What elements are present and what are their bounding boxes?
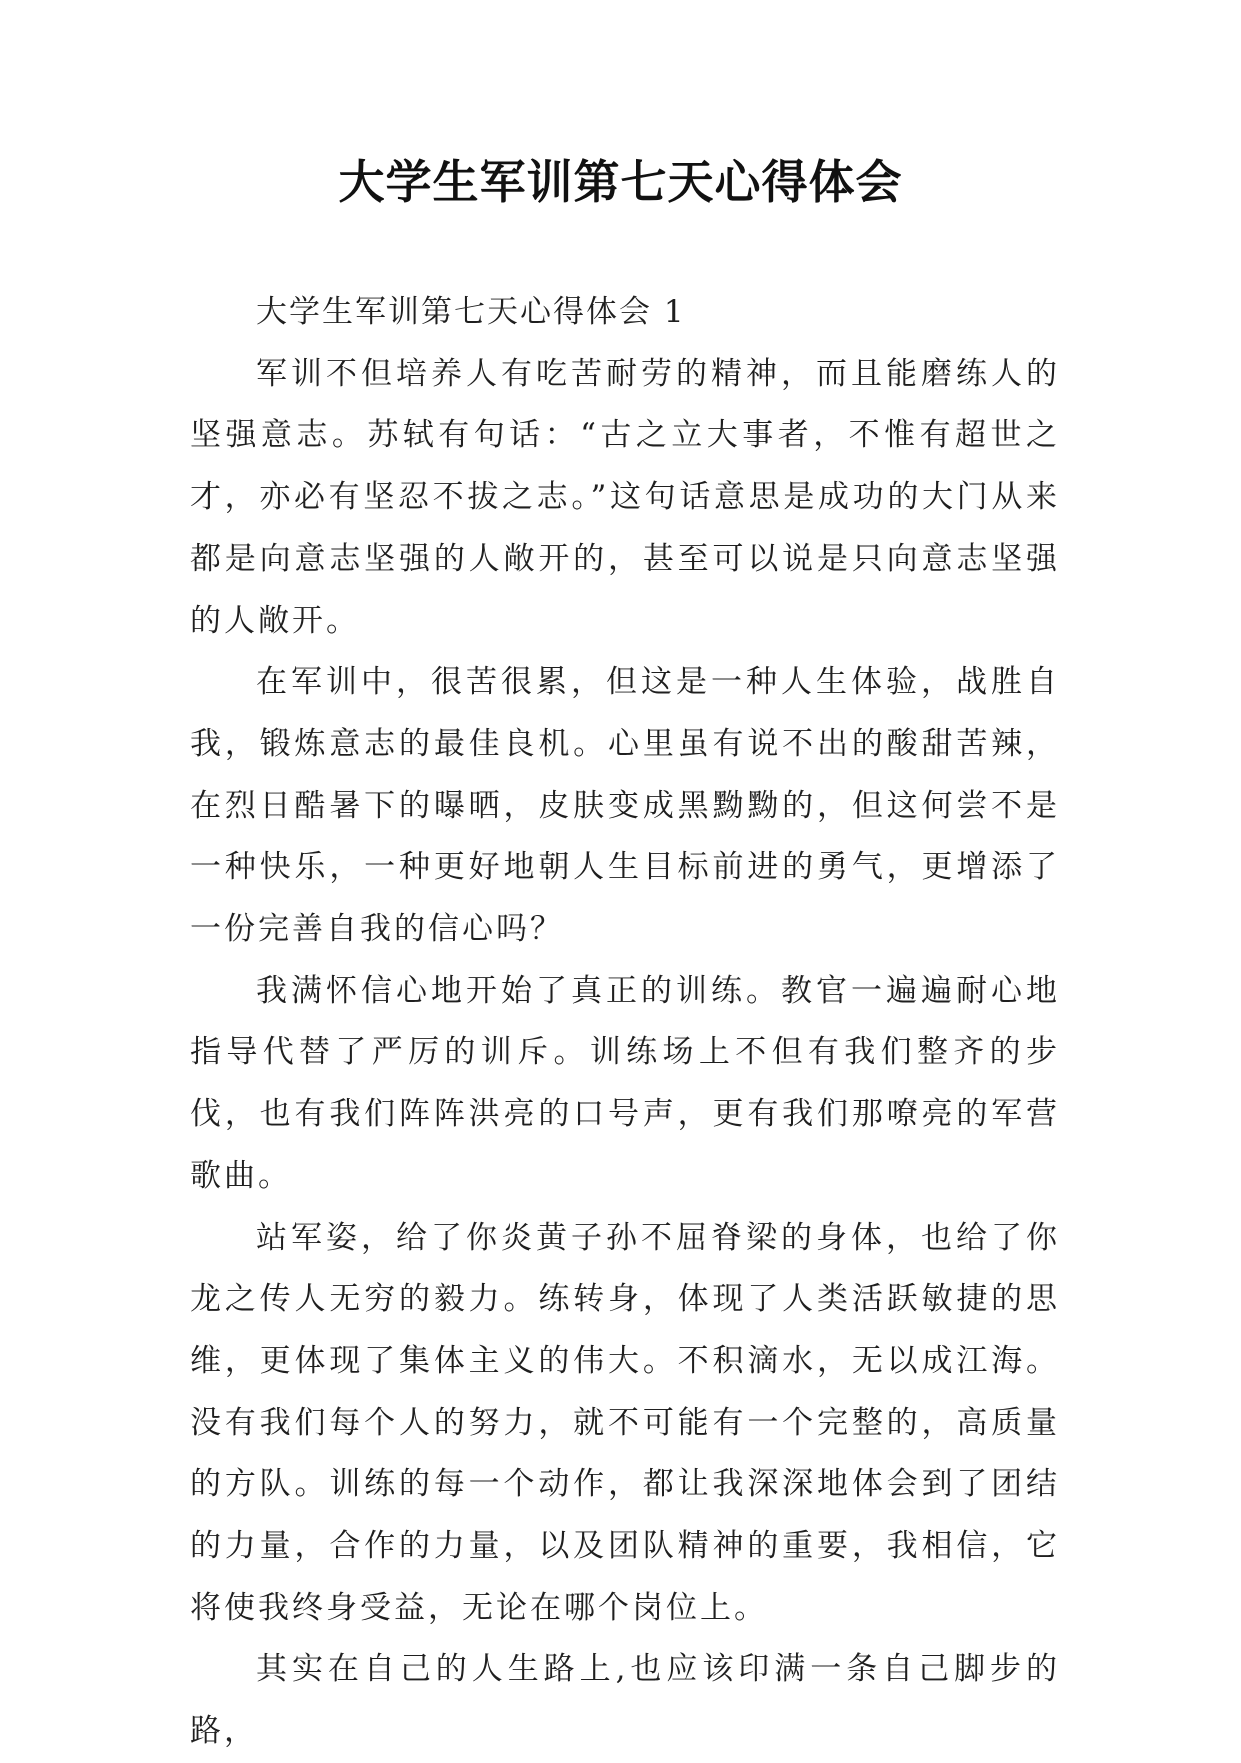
document-body	[190, 282, 1060, 1763]
document-title: 大学生军训第七天心得体会	[338, 155, 903, 209]
paragraph-5: 其实在自己的人生路上,也应该印满一条自己脚步的路，	[190, 1651, 1060, 1750]
paragraph-1: 军训不但培养人有吃苦耐劳的精神，而且能磨练人的坚强意志。苏轼有句话：“古之立大事者，不惟有超世之才，亦必有坚忍不拔之志。”这句话意思是成功的大门从来都是向意志坚强的人敞开的，甚至可以说是只向意志坚强的人敞开。	[190, 355, 1060, 639]
paragraph-2: 在军训中，很苦很累，但这是一种人生体验，战胜自我，锻炼意志的最佳良机。心里虽有说不出的酸甜苦辣，在烈日酷暑下的曝晒，皮肤变成黑黝黝的，但这何尝不是一种快乐，一种更好地朝人生目标前进的勇气，更增添了一份完善自我的信心吗？	[190, 664, 1060, 948]
paragraph-4: 站军姿，给了你炎黄子孙不屈脊梁的身体，也给了你龙之传人无穷的毅力。练转身，体现了人类活跃敏捷的思维，更体现了集体主义的伟大。不积滴水，无以成江海。没有我们每个人的努力，就不可能有一个完整的，高质量的方队。训练的每一个动作，都让我深深地体会到了团结的力量，合作的力量，以及团队精神的重要，我相信，它将使我终身受益，无论在哪个岗位上。	[190, 1219, 1060, 1626]
paragraph-3: 我满怀信心地开始了真正的训练。教官一遍遍耐心地指导代替了严厉的训斥。训练场上不但有我们整齐的步伐，也有我们阵阵洪亮的口号声，更有我们那嘹亮的军营歌曲。	[190, 972, 1060, 1194]
section-subheading: 大学生军训第七天心得体会 1	[256, 294, 686, 330]
